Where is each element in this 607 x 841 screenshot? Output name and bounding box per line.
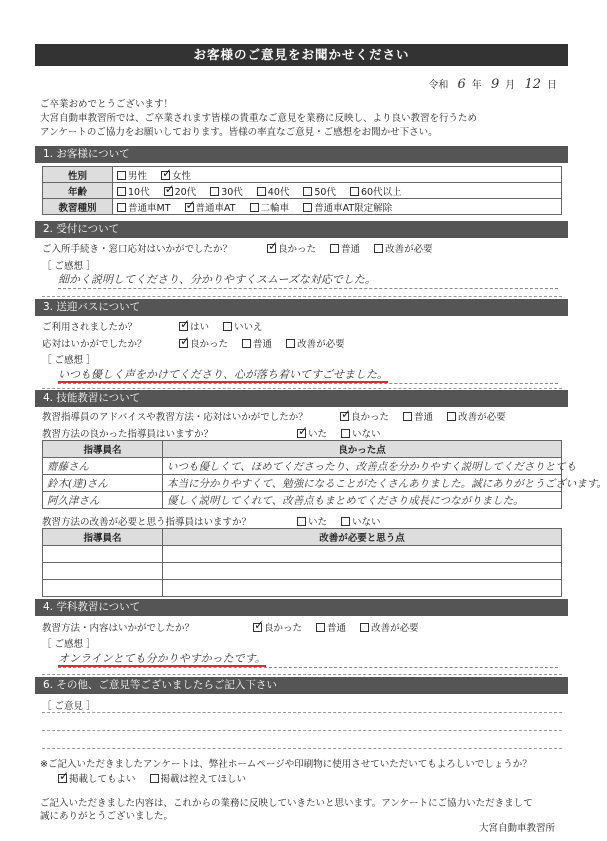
checkbox-icon[interactable] [297,517,306,526]
checked-checkbox-icon[interactable] [58,774,67,783]
option-label: 30代 [221,186,243,198]
date-month: 9 [490,77,500,92]
bad-instructor-options [297,517,395,528]
table-row [43,563,562,580]
comment-label-text: ご意見 [54,701,84,712]
empty-cell [163,580,562,597]
date-year-unit: 年 [471,80,482,91]
instructor-name-header: 指導員名 [43,441,163,458]
option[interactable] [117,203,171,214]
bus-service-options [179,339,359,350]
checkbox-icon[interactable] [257,187,266,196]
checkbox-icon[interactable] [150,774,159,783]
intro-line: アンケートのご協力をお願いしております。皆様の率直なご意見・ご感想をお聞かせ下さい。 [40,127,438,138]
option[interactable] [267,244,316,255]
table-row [43,546,562,563]
option[interactable] [210,187,243,198]
checkbox-icon[interactable] [250,203,259,212]
option[interactable] [161,171,191,182]
bus-comment-label: ［ ご感想 ］ [42,355,96,366]
checkbox-icon[interactable] [223,322,232,331]
table-row [43,492,562,509]
intro-line: ご卒業おめでとうございます！ [40,99,174,110]
lecture-comment-label: ［ ご感想 ］ [42,639,96,650]
section-1-header: 1. お客様について [35,146,568,163]
option[interactable] [340,412,389,423]
option-label: 掲載してもよい [69,774,136,785]
checkbox-icon[interactable] [210,187,219,196]
reception-comment [58,271,558,289]
option[interactable] [164,187,197,198]
option-label: 60代以上 [360,186,402,198]
lecture-question: 教習方法・内容はいかがでしたか？ [42,623,195,634]
thanks-line-1: ご記入いただきました内容は、これからの業務に反映していきたいと思います。アンケートにご協力いただきまして [40,798,533,809]
course-type-options [113,199,562,215]
section-2-header: 2. 受付について [35,221,568,238]
table-row [43,199,562,215]
option[interactable] [185,203,236,214]
bus-usage-options [179,322,277,333]
section-5-header: 4. 学科教習について [35,599,568,616]
option-label: 20代 [174,186,197,198]
lecture-question-row [42,620,433,634]
gender-label: 性別 [43,167,113,183]
checked-checkbox-icon[interactable] [179,322,188,331]
date-era: 令和 [428,80,449,91]
publish-options [58,773,260,787]
option-label: 良かった [351,412,390,423]
empty-cell [43,563,163,580]
reception-options [267,244,447,255]
checkbox-icon[interactable] [330,244,339,253]
option-label: 10代 [128,186,150,198]
reception-question: ご入所手続き・窓口応対はいかがでしたか？ [42,244,233,255]
option[interactable] [117,187,150,198]
reception-comment-label: ［ ご感想 ］ [42,261,96,272]
option-label: 50代 [314,186,336,198]
bad-instructor-table [42,528,562,597]
good-instructor-question: 教習方法の良かった指導員はいますか？ [42,429,214,440]
option-label: 普通車AT [195,202,236,214]
checkbox-icon[interactable] [374,244,383,253]
option-label: 普通 [341,244,361,255]
option-label: 二輪車 [260,202,290,214]
checked-checkbox-icon[interactable] [297,429,306,438]
comment-label-text: ご感想 [54,261,84,272]
date-month-unit: 月 [505,80,516,91]
option[interactable] [179,322,209,333]
option-label: いた [308,429,328,440]
checked-checkbox-icon[interactable] [340,412,349,421]
date-day: 12 [524,77,541,92]
option[interactable] [316,623,346,634]
option-label: 改善が必要 [385,244,433,255]
checked-checkbox-icon[interactable] [164,187,173,196]
checkbox-icon[interactable] [341,429,350,438]
option-label: 女性 [172,170,192,182]
option-label: 良かった [190,339,229,350]
checkbox-icon[interactable] [447,412,456,421]
good-instructor-table [42,440,607,509]
checked-checkbox-icon[interactable] [179,339,188,348]
bad-instructor-question: 教習方法の改善が必要と思う指導員はいますか？ [42,517,252,528]
bus-service-question: 応対はいかがでしたか？ [42,339,147,350]
option[interactable] [303,187,336,198]
option-label: 普通車AT限定解除 [314,202,393,214]
divider [42,674,562,675]
gender-options [113,167,562,183]
option[interactable] [403,412,433,423]
checkbox-icon[interactable] [303,203,312,212]
option-label: いない [352,517,381,528]
option[interactable] [341,517,381,528]
option[interactable] [223,322,263,333]
option[interactable] [297,429,327,440]
option[interactable] [447,412,506,423]
option-label: いない [352,429,381,440]
checkbox-icon[interactable] [360,623,369,632]
section-6-header: 6. その他、ご意見等ございましたらご記入下さい [35,677,568,694]
option[interactable] [297,517,327,528]
section-3-header: 3. 送迎バスについて [35,299,568,316]
thanks-line-2: 誠にありがとうございました。 [40,811,174,822]
good-point: 優しく説明してくれて、改善点もまとめてくださり成長につながりました。 [163,492,562,509]
other-comment-label: ［ ご意見 ］ [42,701,96,712]
table-header-row [43,441,562,458]
instructor-eval-question: 教習指導員のアドバイスや教習方法・応対はいかがでしたか？ [42,412,308,423]
option-label: 普通 [253,339,273,350]
table-row [43,580,562,597]
instructor-name-header: 指導員名 [43,529,163,546]
option[interactable] [179,339,228,350]
option[interactable] [330,244,360,255]
checkbox-icon[interactable] [286,339,295,348]
checkbox-icon[interactable] [117,171,126,180]
org-name: 大宮自動車教習所 [478,823,555,834]
option-label: いいえ [234,322,263,333]
option-label: 掲載は控えてほしい [160,774,247,785]
option[interactable] [253,623,302,634]
instructor-name: 齋藤さん [43,458,163,475]
bus-comment-text: いつも優しく声をかけてくださり、心が落ち着いてすごせました。 [58,368,388,381]
comment-label-text: ご感想 [54,639,84,650]
option[interactable] [257,187,290,198]
checked-checkbox-icon[interactable] [267,244,276,253]
option-label: 改善が必要 [371,623,419,634]
table-row [43,183,562,199]
empty-cell [43,546,163,563]
option[interactable] [350,187,402,198]
intro-text [40,98,560,140]
empty-cell [43,580,163,597]
option[interactable] [303,203,392,214]
checkbox-icon[interactable] [117,187,126,196]
option[interactable] [150,774,247,785]
customer-info-table [42,166,562,215]
table-row [43,167,562,183]
checkbox-icon[interactable] [403,412,412,421]
good-point-header: 良かった点 [163,441,562,458]
page-title: お客様のご意見をお聞かせください [35,44,568,66]
table-row [43,475,562,492]
instructor-eval-row [42,409,520,423]
instructor-name: 阿久津さん [43,492,163,509]
option[interactable] [242,339,272,350]
reception-question-row [42,241,447,255]
comment-line [42,730,562,731]
age-options [113,183,562,199]
bad-instructor-row [42,514,395,528]
option-label: 普通 [414,412,434,423]
section-4-header: 4. 技能教習について [35,390,568,407]
bus-usage-row [42,319,277,333]
reception-comment-text: 細かく説明してくださり、分かりやすくスムーズな対応でした。 [58,273,376,286]
good-instructor-options [297,429,395,440]
good-point: いつも優しくて、ほめてくださったり、改善点を分かりやすく説明してくださりとても [163,458,562,475]
checkbox-icon[interactable] [316,623,325,632]
date-year: 6 [457,77,466,92]
option-label: 良かった [264,623,303,634]
table-row [43,458,562,475]
option-label: いた [308,517,328,528]
option-label: はい [190,322,210,333]
course-type-label: 教習種別 [43,199,113,215]
option-label: 男性 [128,170,148,182]
option-label: 改善が必要 [297,339,345,350]
age-label: 年齢 [43,183,113,199]
checked-checkbox-icon[interactable] [253,623,262,632]
lecture-comment [58,650,558,668]
option[interactable] [250,203,290,214]
empty-cell [163,563,562,580]
option-label: 普通車MT [128,202,171,214]
comment-line [42,748,562,749]
divider [42,296,562,297]
date-day-unit: 日 [547,80,557,91]
instructor-eval-options [340,412,520,423]
empty-cell [163,546,562,563]
publish-note: ※ご記入いただきましたアンケートは、弊社ホームページや印刷物に使用させていただいてもよろしいでしょうか？ [40,759,532,770]
checkbox-icon[interactable] [242,339,251,348]
intro-line: 大宮自動車教習所では、ご卒業されます皆様の貴重なご意見を業務に反映し、より良い教習を行うため [40,113,478,124]
checkbox-icon[interactable] [303,187,312,196]
lecture-options [253,623,433,634]
option[interactable] [374,244,433,255]
checked-checkbox-icon[interactable] [185,203,194,212]
option[interactable] [360,623,419,634]
bus-usage-question: ご利用されましたか？ [42,322,138,333]
comment-label-text: ご感想 [54,355,84,366]
option-label: 普通 [327,623,347,634]
checkbox-icon[interactable] [350,187,359,196]
bus-comment [58,366,558,384]
bad-point-header: 改善が必要と思う点 [163,529,562,546]
comment-line [42,712,562,713]
instructor-name: 鈴木(達)さん [43,475,163,492]
option[interactable] [58,774,136,785]
good-instructor-row [42,426,395,440]
table-header-row [43,529,562,546]
option-label: 良かった [278,244,317,255]
date [428,76,557,92]
good-point: 本当に分かりやすくて、勉強になることがたくさんありました。誠にありがとうございます。 [163,475,562,492]
option[interactable] [286,339,345,350]
checked-checkbox-icon[interactable] [161,171,170,180]
option[interactable] [341,429,381,440]
option-label: 改善が必要 [458,412,506,423]
option[interactable] [117,171,147,182]
bus-service-row [42,336,359,350]
option-label: 40代 [267,186,290,198]
checkbox-icon[interactable] [117,203,126,212]
lecture-comment-text: オンラインとても分かりやすかったです。 [58,652,266,665]
checkbox-icon[interactable] [341,517,350,526]
divider [42,388,562,389]
